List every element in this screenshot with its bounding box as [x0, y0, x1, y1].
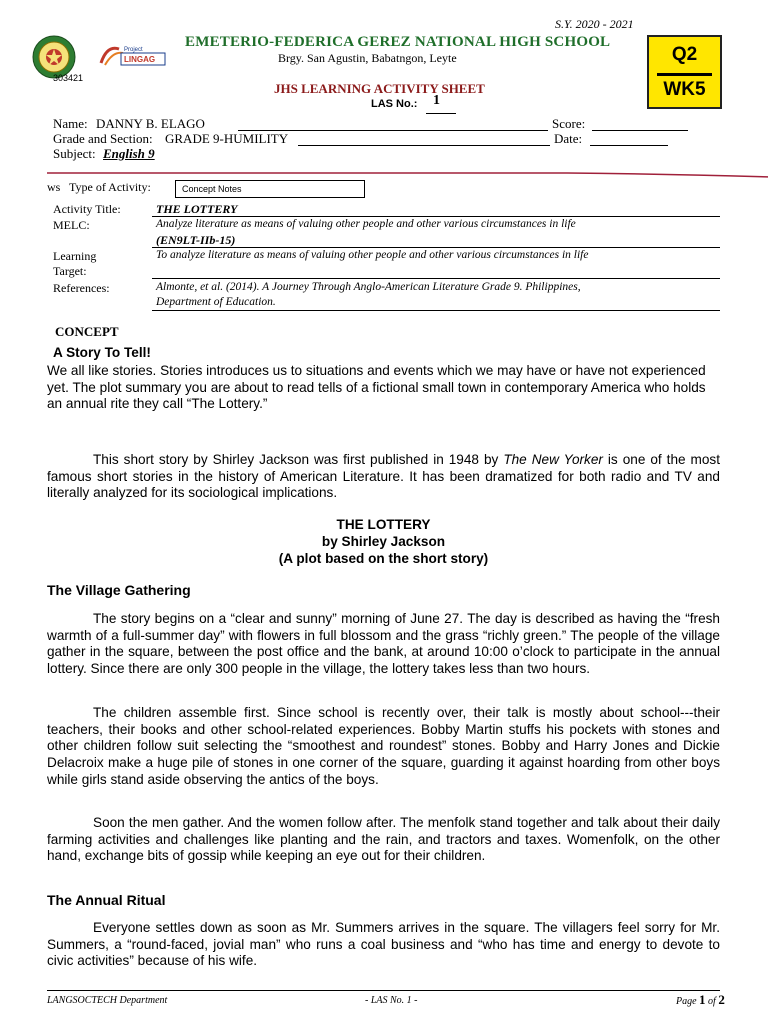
section-annual-ritual: The Annual Ritual	[47, 892, 166, 908]
history-after: is one of the most famous short stories in the history of American Literature. It has been dramatized for both radio and TV and literally analyzed for its sociological implications.	[47, 452, 721, 501]
las-number-underline	[426, 113, 456, 114]
melc-label: MELC:	[53, 218, 90, 232]
type-prefix: ws	[47, 180, 61, 194]
sheet-title: JHS LEARNING ACTIVITY SHEET	[274, 81, 485, 96]
references-value-line2: Department of Education.	[156, 296, 276, 308]
score-label: Score:	[552, 116, 586, 131]
target-rule	[152, 278, 720, 279]
concept-heading: CONCEPT	[55, 324, 119, 339]
history-paragraph	[47, 452, 720, 502]
name-value[interactable]: DANNY B. ELAGO	[96, 116, 205, 131]
name-line	[238, 116, 548, 131]
subject-value: English 9	[103, 146, 155, 161]
references-rule	[152, 310, 720, 311]
school-name: EMETERIO-FEDERICA GEREZ NATIONAL HIGH SCHOOL	[185, 34, 611, 50]
target-label-line2: Target:	[53, 264, 87, 278]
melc-rule	[152, 247, 720, 248]
activity-title-label: Activity Title:	[53, 202, 121, 216]
section-village-gathering: The Village Gathering	[47, 582, 191, 598]
references-label: References:	[53, 281, 110, 295]
activity-title-value: THE LOTTERY	[156, 202, 238, 216]
svg-text:LINGAG: LINGAG	[124, 55, 156, 64]
subject-label: Subject:	[53, 146, 96, 161]
week-label: WK5	[663, 79, 706, 100]
village-paragraph-2: The children assemble first. Since school is recently over, their talk is mostly about school---their teachers, their books and other school-related experiences. Bobby Martin stuffs his pockets with stones and other children follow suit selecting the “smoothest and roundest” stones. Bobby and Harry Jones and Dickie Delacroix make a huge pile of stones in one corner of the square, guarding it against hoarding from other boys while girls stand aside observing the antics of the boys.	[47, 705, 720, 787]
village-paragraph-1: The story begins on a “clear and sunny” morning of June 27. The day is described as having the “fresh warmth of a full-summer day” with flowers in full blossom and the grass “richly green.” The people of the village gather in the square, between the post office and the bank, at around 10:00 o’clock to participate in the annual lottery. Since there are only 300 people in the village, the lottery takes less than two hours.	[47, 611, 720, 677]
melc-code: (EN9LT-IIb-15)	[156, 233, 236, 247]
footer-page-word: Page	[676, 996, 697, 1007]
score-field[interactable]	[592, 116, 688, 131]
footer-page-current: 1	[699, 992, 706, 1007]
project-logo-text: Project	[124, 47, 143, 53]
type-label: Type of Activity:	[69, 180, 151, 194]
story-heading: A Story To Tell!	[53, 345, 151, 360]
grade-line	[298, 131, 550, 146]
village-paragraph-3: Soon the men gather. And the women follow after. The menfolk stand together and talk about their daily farming activities and challenges like planting and the rain, and tractors and taxes. Womenfolk, on the other hand, exchange bits of gossip while keeping an eye out for their children.	[47, 815, 720, 864]
footer-page	[676, 992, 725, 1008]
quarter-label: Q2	[671, 44, 698, 65]
las-label: LAS No.:	[371, 98, 418, 110]
school-id: 303421	[53, 73, 84, 83]
history-before: This short story by Shirley Jackson was first published in 1948 by	[93, 452, 504, 467]
story-note: (A plot based on the short story)	[278, 551, 489, 566]
history-magazine: The New Yorker	[503, 452, 603, 467]
footer-page-total: 2	[718, 992, 725, 1007]
target-label-line1: Learning	[53, 249, 97, 263]
date-field[interactable]	[590, 131, 668, 146]
intro-paragraph: We all like stories. Stories introduces us to situations and events which we may have or have not experienced yet. The plot summary you are about to read tells of a fictional small town in contemporary America who holds an annual rite they call “The Lottery.”	[47, 363, 706, 412]
footer-department: LANGSOCTECH Department	[47, 995, 168, 1006]
school-year: S.Y. 2020 - 2021	[555, 17, 634, 31]
target-value: To analyze literature as means of valuing other people and other various circumstances in life	[156, 249, 589, 261]
references-value-line1: Almonte, et al. (2014). A Journey Through Anglo-American Literature Grade 9. Philippines,	[156, 281, 581, 293]
header-rule	[47, 165, 768, 171]
footer-page-of: of	[708, 996, 716, 1007]
grade-label: Grade and Section:	[53, 131, 153, 146]
school-address: Brgy. San Agustin, Babatngon, Leyte	[278, 51, 457, 65]
project-logo	[97, 41, 169, 71]
footer-rule	[47, 990, 720, 991]
date-label: Date:	[554, 131, 583, 146]
footer-las-ref: - LAS No. 1 -	[365, 995, 418, 1006]
story-author: by Shirley Jackson	[321, 534, 446, 549]
name-label: Name:	[53, 116, 88, 131]
quarter-week-badge	[647, 35, 722, 109]
story-title: THE LOTTERY	[336, 517, 431, 532]
ritual-paragraph-1: Everyone settles down as soon as Mr. Summers arrives in the square. The villagers feel sorry for Mr. Summers, a “round-faced, jovial man” who runs a coal business and “who has time and energy to devote to civic activities” because of his wife.	[47, 920, 720, 969]
melc-value: Analyze literature as means of valuing other people and other various circumstances in life	[156, 218, 576, 230]
grade-value[interactable]: GRADE 9-HUMILITY	[165, 131, 289, 146]
type-of-activity-box: Concept Notes	[175, 180, 365, 198]
las-number: 1	[433, 93, 440, 108]
title-rule	[152, 216, 720, 217]
badge-divider	[657, 73, 712, 76]
